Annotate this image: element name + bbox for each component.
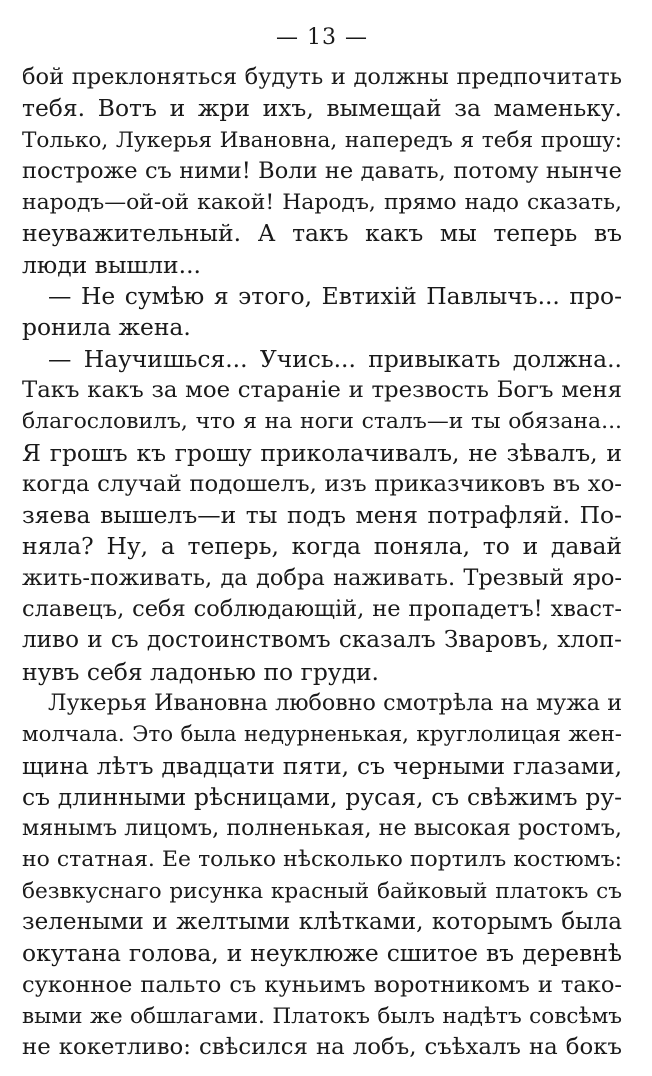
text-line: няла? Ну, а теперь, когда поняла, то и давай	[22, 532, 622, 561]
text-line: мянымъ лицомъ, полненькая, не высокая ростомъ,	[22, 815, 622, 842]
paragraph	[22, 281, 622, 344]
text-line: — Не сумѣю я этого, Евтихій Павлычъ... про-	[48, 282, 622, 311]
text-line: построже съ ними! Воли не давать, потому нынче	[22, 157, 622, 184]
text-line: зелеными и желтыми клѣтками, которымъ была	[22, 909, 622, 936]
text-line: окутана голова, и неуклюже сшитое въ деревнѣ	[22, 939, 622, 968]
text-line: не кокетливо: свѣсился на лобъ, съѣхалъ на бокъ	[22, 1034, 622, 1061]
text-line: ронила жена.	[22, 313, 191, 342]
text-line: Только, Лукерья Ивановна, напередъ я тебя прошу:	[22, 127, 622, 153]
text-line: благословилъ, что я на ноги сталъ—и ты обязана...	[22, 409, 622, 435]
text-line: жить-поживать, да добра наживать. Трезвый яро-	[22, 564, 622, 591]
text-line: выми же обшлагами. Платокъ былъ надѣтъ совсѣмъ	[22, 1003, 622, 1029]
text-line: люди вышли...	[22, 250, 201, 279]
text-line: но статная. Ее только нѣсколько портилъ костюмъ:	[22, 847, 622, 873]
text-line: Такъ какъ за мое стараніе и трезвость Богъ меня	[22, 376, 622, 403]
text-line: молчала. Это была недурненькая, круглолицая жен-	[22, 722, 622, 748]
text-line: щина лѣтъ двадцати пяти, съ черными глазами,	[22, 751, 622, 780]
text-line: народъ—ой-ой какой! Народъ, прямо надо сказать,	[22, 190, 622, 216]
text-line: зяева вышелъ—и ты подъ меня потрафляй. По-	[22, 501, 622, 530]
text-line: Лукерья Ивановна любовно смотрѣла на мужа и	[48, 689, 622, 716]
paragraph	[22, 62, 622, 281]
text-body	[22, 62, 622, 1064]
text-line: Я грошъ къ грошу приколачивалъ, не зѣвалъ, и	[22, 438, 622, 467]
text-line: суконное пальто съ куньимъ воротникомъ и тако-	[22, 971, 622, 998]
text-line: съ длинными рѣсницами, русая, съ свѣжимъ ру-	[22, 782, 622, 811]
text-line: славецъ, себя соблюдающій, не пропадетъ! хваст-	[22, 596, 622, 623]
text-line: тебя. Вотъ и жри ихъ, вымещай за маменьку.	[22, 94, 622, 123]
text-line: когда случай подошелъ, изъ приказчиковъ въ хо-	[22, 470, 622, 497]
text-line: ливо и съ достоинствомъ сказалъ Зваровъ, хлоп-	[22, 627, 622, 654]
text-line: безвкуснаго рисунка красный байковый платокъ съ	[22, 878, 622, 904]
text-line: — Научишься... Учись... привыкать должна..	[48, 344, 622, 373]
text-line: нувъ себя ладонью по груди.	[22, 657, 379, 686]
text-line: неуважительный. А такъ какъ мы теперь въ	[22, 219, 622, 248]
paragraph	[22, 688, 622, 1064]
page-number: — 13 —	[276, 25, 368, 50]
paragraph	[22, 344, 622, 688]
text-line: бой преклоняться будуть и должны предпочитать	[22, 64, 622, 90]
